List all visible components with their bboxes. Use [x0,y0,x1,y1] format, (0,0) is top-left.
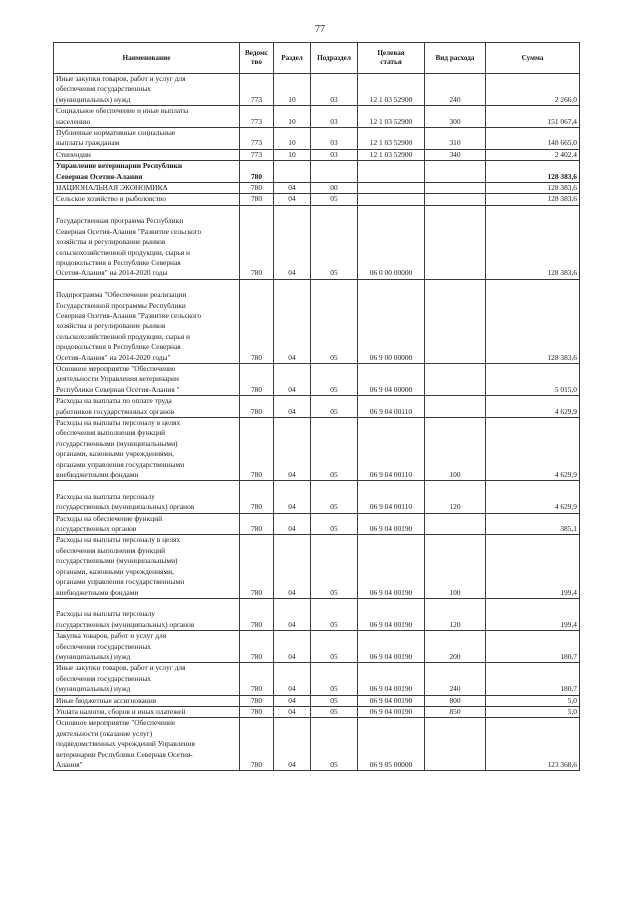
row-name-cell: Основное мероприятие "Обеспечение деятельности Управления ветеринарии Республики Северная Осетия-Алания " [54,363,240,395]
row-target-article-cell: 06 9 05 00000 [358,718,425,771]
header-expense-type: Вид расхода [425,43,486,74]
header-vedomstvo: Ведомс тво [240,43,274,74]
row-name-cell: Сельское хозяйство и рыболовство [54,194,240,205]
row-vedomstvo-cell: 780 [240,718,274,771]
row-vedomstvo-cell: 780 [240,535,274,598]
row-razdel-cell: 04 [274,718,311,771]
row-target-article-cell [358,161,425,183]
table-row [54,418,580,481]
row-vedomstvo-cell: 780 [240,706,274,717]
table-row [54,481,580,513]
row-target-article-cell [358,194,425,205]
table-row [54,598,580,630]
row-expense-type-cell [425,363,486,395]
row-sum-cell: 4 629,9 [486,396,580,418]
row-sum-cell: 385,1 [486,513,580,535]
row-target-article-cell: 12 1 03 52900 [358,149,425,160]
table-row [54,161,580,183]
table-row [54,535,580,598]
row-razdel-cell: 04 [274,194,311,205]
row-podrazdel-cell: 05 [311,535,358,598]
row-sum-cell: 180,7 [486,631,580,663]
row-razdel-cell: 10 [274,106,311,128]
row-target-article-cell: 06 9 04 00190 [358,695,425,706]
row-target-article-cell: 12 1 03 52900 [358,128,425,150]
row-razdel-cell: 10 [274,149,311,160]
row-target-article-cell: 06 9 04 00190 [358,631,425,663]
row-razdel-cell: 10 [274,74,311,106]
row-name-cell: Расходы на выплаты персоналу государственных (муниципальных) органов [54,598,240,630]
table-row [54,106,580,128]
row-expense-type-cell: 300 [425,106,486,128]
row-podrazdel-cell: 05 [311,598,358,630]
header-sum: Сумма [486,43,580,74]
row-expense-type-cell [425,513,486,535]
table-row [54,695,580,706]
row-name-cell: Иные закупки товаров, работ и услуг для обеспечения государственных (муниципальных) нужд [54,663,240,695]
row-sum-cell: 2 266,0 [486,74,580,106]
table-row [54,718,580,771]
row-expense-type-cell [425,396,486,418]
row-sum-cell: 128 383,6 [486,205,580,279]
row-name-cell: Иные закупки товаров, работ и услуг для обеспечения государственных (муниципальных) нужд [54,74,240,106]
row-target-article-cell: 06 9 04 00190 [358,535,425,598]
row-expense-type-cell: 100 [425,535,486,598]
row-name-cell: Расходы на обеспечение функций государственных органов [54,513,240,535]
row-target-article-cell: 06 9 04 00190 [358,513,425,535]
row-podrazdel-cell [311,161,358,183]
row-sum-cell: 180,7 [486,663,580,695]
row-vedomstvo-cell: 780 [240,194,274,205]
row-name-cell: Расходы на выплаты персоналу государственных (муниципальных) органов [54,481,240,513]
table-row [54,396,580,418]
row-target-article-cell: 06 0 00 00000 [358,205,425,279]
row-expense-type-cell: 120 [425,598,486,630]
row-podrazdel-cell: 00 [311,183,358,194]
row-razdel-cell: 04 [274,396,311,418]
row-podrazdel-cell: 03 [311,106,358,128]
table-row [54,205,580,279]
row-expense-type-cell [425,161,486,183]
table-row [54,74,580,106]
row-razdel-cell: 04 [274,183,311,194]
row-sum-cell: 199,4 [486,598,580,630]
row-expense-type-cell: 310 [425,128,486,150]
row-target-article-cell: 06 9 04 00190 [358,706,425,717]
table-row [54,631,580,663]
row-name-cell: Публичные нормативные социальные выплаты гражданам [54,128,240,150]
row-razdel-cell: 04 [274,631,311,663]
row-vedomstvo-cell: 780 [240,695,274,706]
row-sum-cell: 5 015,0 [486,363,580,395]
row-sum-cell: 123 368,6 [486,718,580,771]
table-row [54,363,580,395]
row-vedomstvo-cell: 780 [240,418,274,481]
row-target-article-cell [358,183,425,194]
row-sum-cell: 4 629,9 [486,481,580,513]
row-podrazdel-cell: 05 [311,363,358,395]
row-expense-type-cell: 340 [425,149,486,160]
row-sum-cell: 151 067,4 [486,106,580,128]
row-target-article-cell: 06 9 04 00190 [358,663,425,695]
header-razdel: Раздел [274,43,311,74]
table-row [54,194,580,205]
row-razdel-cell: 10 [274,128,311,150]
row-vedomstvo-cell: 780 [240,363,274,395]
budget-table [53,42,580,771]
row-razdel-cell: 04 [274,418,311,481]
row-sum-cell: 2 402,4 [486,149,580,160]
row-vedomstvo-cell: 780 [240,183,274,194]
row-name-cell: Расходы на выплаты по оплате труда работников государственных органов [54,396,240,418]
row-expense-type-cell [425,279,486,363]
row-vedomstvo-cell: 780 [240,513,274,535]
header-target-article: Целевая статья [358,43,425,74]
row-podrazdel-cell: 05 [311,279,358,363]
row-vedomstvo-cell: 780 [240,481,274,513]
table-row [54,279,580,363]
row-razdel-cell: 04 [274,706,311,717]
row-name-cell: НАЦИОНАЛЬНАЯ ЭКОНОМИКА [54,183,240,194]
row-razdel-cell: 04 [274,205,311,279]
row-target-article-cell: 06 9 04 00000 [358,363,425,395]
row-vedomstvo-cell: 780 [240,631,274,663]
row-expense-type-cell: 120 [425,481,486,513]
row-expense-type-cell [425,718,486,771]
row-podrazdel-cell: 05 [311,513,358,535]
row-podrazdel-cell: 03 [311,149,358,160]
table-row [54,663,580,695]
row-sum-cell: 128 383,6 [486,161,580,183]
row-vedomstvo-cell: 773 [240,106,274,128]
row-podrazdel-cell: 05 [311,481,358,513]
row-podrazdel-cell: 05 [311,663,358,695]
row-expense-type-cell: 240 [425,663,486,695]
row-target-article-cell: 06 9 04 00110 [358,481,425,513]
table-row [54,183,580,194]
row-expense-type-cell: 200 [425,631,486,663]
row-vedomstvo-cell: 780 [240,161,274,183]
row-podrazdel-cell: 03 [311,128,358,150]
row-target-article-cell: 06 9 04 00110 [358,396,425,418]
row-vedomstvo-cell: 780 [240,279,274,363]
row-expense-type-cell [425,194,486,205]
row-name-cell: Основное мероприятие "Обеспечение деятельности (оказание услуг) подведомственных учреждений Управления ветеринарии Республики Северная Осетия- Алания" [54,718,240,771]
row-sum-cell: 4 629,9 [486,418,580,481]
row-sum-cell: 128 383,6 [486,194,580,205]
row-vedomstvo-cell: 780 [240,396,274,418]
row-podrazdel-cell: 05 [311,706,358,717]
row-name-cell: Стипендии [54,149,240,160]
row-target-article-cell: 06 9 04 00110 [358,418,425,481]
row-vedomstvo-cell: 773 [240,149,274,160]
page-number: 77 [315,24,325,35]
row-expense-type-cell [425,205,486,279]
row-sum-cell: 5,0 [486,695,580,706]
row-podrazdel-cell: 05 [311,205,358,279]
row-vedomstvo-cell: 773 [240,74,274,106]
table-row [54,513,580,535]
row-name-cell: Управление ветеринарии Республики Северная Осетия-Алания [54,161,240,183]
row-expense-type-cell: 240 [425,74,486,106]
header-podrazdel: Подраздел [311,43,358,74]
row-podrazdel-cell: 05 [311,418,358,481]
row-name-cell: Социальное обеспечение и иные выплаты населению [54,106,240,128]
row-name-cell: Государственная программа Республики Северная Осетия-Алания "Развитие сельского хозяйства и регулирование рынков сельскохозяйственной продукции, сырья и продовольствия в Республике Северная Осетия-Алания" на 2014-2020 годы [54,205,240,279]
row-podrazdel-cell: 05 [311,396,358,418]
row-vedomstvo-cell: 780 [240,205,274,279]
row-razdel-cell: 04 [274,363,311,395]
table-row [54,149,580,160]
row-name-cell: Подпрограмма "Обеспечение реализации Государственной программы Республики Северная Осетия-Алания "Развитие сельского хозяйства и регулирование рынков сельскохозяйственной продукции, сырья и продовольствия в Республике Северная Осетия-Алания" на 2014-2020 годы" [54,279,240,363]
row-sum-cell: 128 383,6 [486,279,580,363]
row-target-article-cell: 12 1 03 52900 [358,74,425,106]
row-expense-type-cell: 850 [425,706,486,717]
row-razdel-cell: 04 [274,695,311,706]
row-name-cell: Иные бюджетные ассигнования [54,695,240,706]
row-expense-type-cell [425,183,486,194]
table-row [54,128,580,150]
row-razdel-cell: 04 [274,513,311,535]
row-sum-cell: 148 665,0 [486,128,580,150]
row-name-cell: Расходы на выплаты персоналу в целях обеспечения выполнения функций государственными (муниципальными) органами, казенными учреждениями, органами управления государственными внебюджетными фондами [54,535,240,598]
row-name-cell: Закупка товаров, работ и услуг для обеспечения государственных (муниципальных) нужд [54,631,240,663]
row-razdel-cell: 04 [274,279,311,363]
row-target-article-cell: 06 9 04 00190 [358,598,425,630]
header-name: Наименование [54,43,240,74]
row-podrazdel-cell: 05 [311,631,358,663]
row-vedomstvo-cell: 780 [240,598,274,630]
row-sum-cell: 199,4 [486,535,580,598]
row-sum-cell: 128 383,6 [486,183,580,194]
row-name-cell: Расходы на выплаты персоналу в целях обеспечения выполнения функций государственными (муниципальными) органами, казенными учреждениями, органами управления государственными внебюджетными фондами [54,418,240,481]
row-podrazdel-cell: 05 [311,695,358,706]
row-razdel-cell: 04 [274,481,311,513]
row-podrazdel-cell: 05 [311,194,358,205]
row-vedomstvo-cell: 780 [240,663,274,695]
table-row [54,706,580,717]
row-target-article-cell: 12 1 03 52900 [358,106,425,128]
row-name-cell: Уплата налогов, сборов и иных платежей [54,706,240,717]
row-razdel-cell [274,161,311,183]
row-target-article-cell: 06 9 00 00000 [358,279,425,363]
row-razdel-cell: 04 [274,663,311,695]
row-expense-type-cell: 100 [425,418,486,481]
row-sum-cell: 5,0 [486,706,580,717]
row-razdel-cell: 04 [274,535,311,598]
table-header-row [54,43,580,74]
row-expense-type-cell: 800 [425,695,486,706]
row-razdel-cell: 04 [274,598,311,630]
row-podrazdel-cell: 03 [311,74,358,106]
row-podrazdel-cell: 05 [311,718,358,771]
row-vedomstvo-cell: 773 [240,128,274,150]
